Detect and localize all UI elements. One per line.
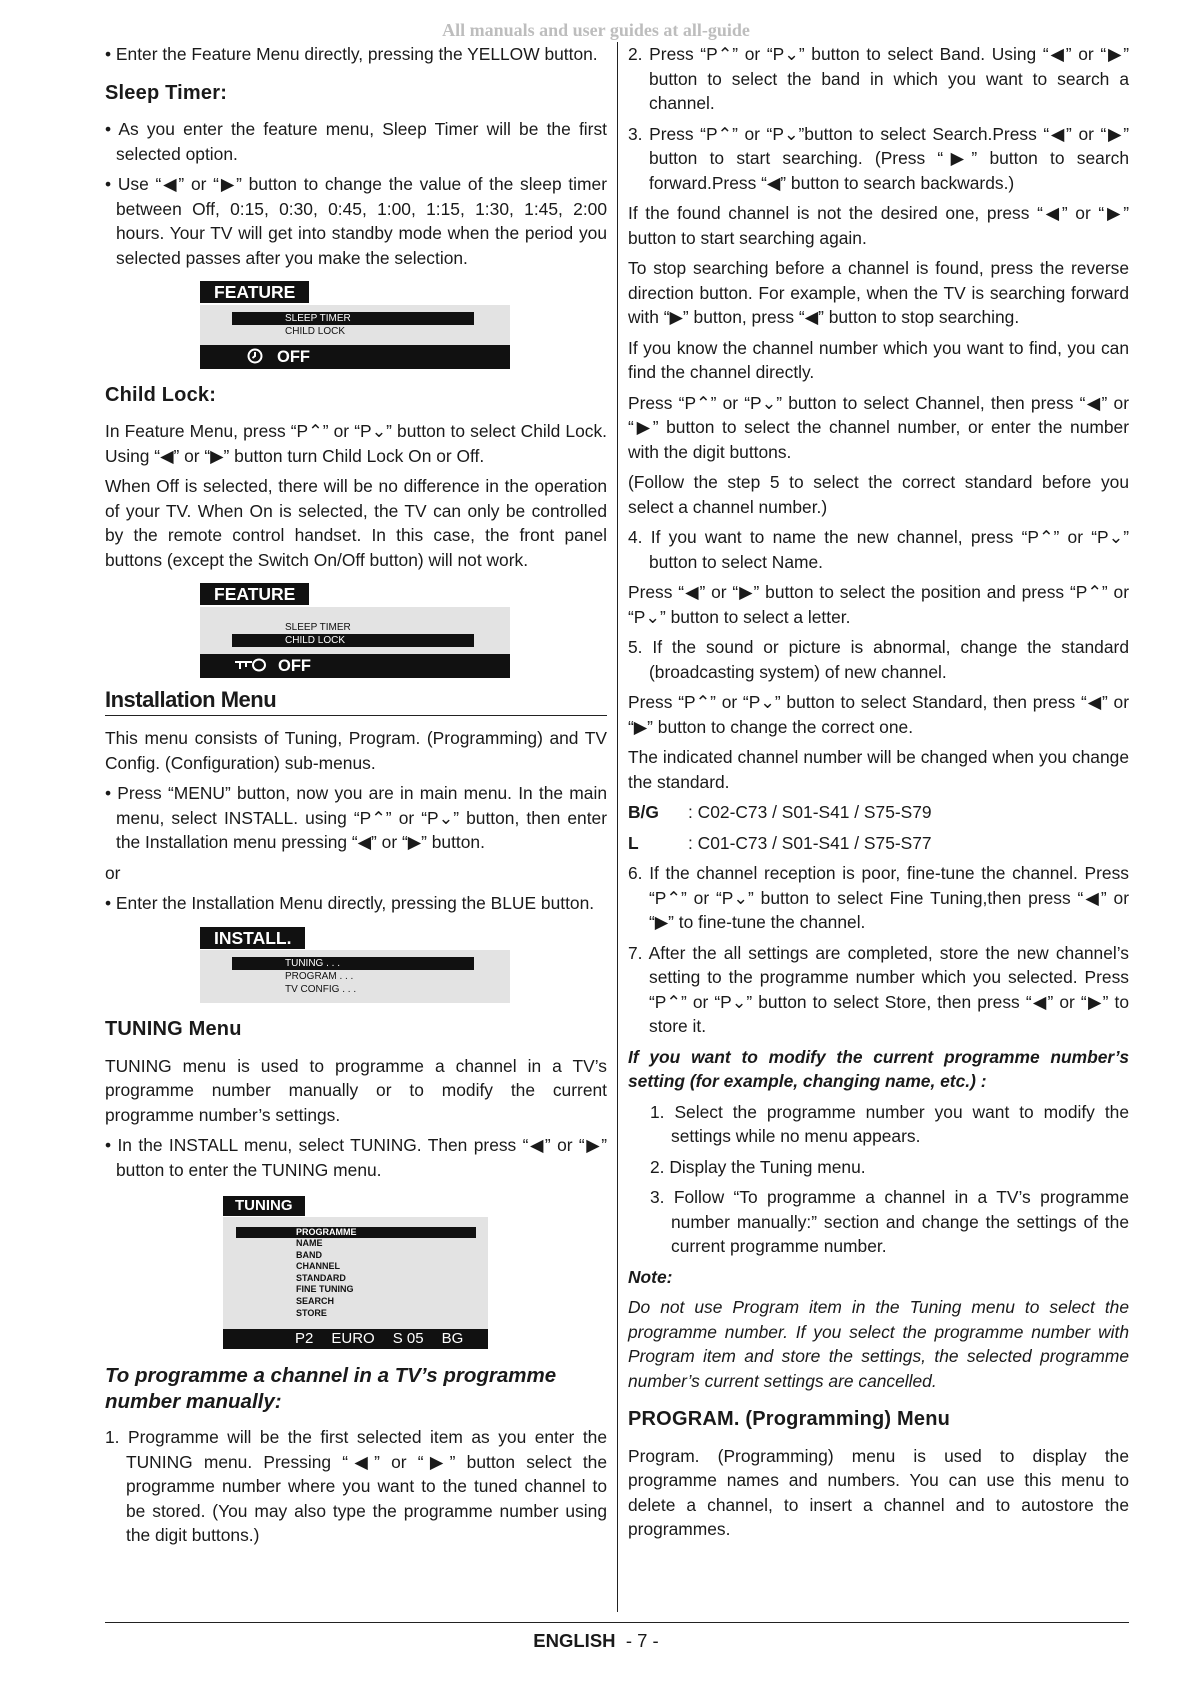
paragraph: 5. If the sound or picture is abnormal, change the standard (broadcasting system) of new channel. bbox=[628, 637, 1129, 682]
key-icon bbox=[234, 658, 268, 672]
note: Do not use Program item in the Tuning menu to select the programme number. If you select the programme number with Program item and store the settings, the selected programme number’s current settings are cancelled. bbox=[628, 1297, 1129, 1391]
paragraph: 3. Follow “To programme a channel in a TV’s programme number manually:” section and change the settings of the current programme number. bbox=[650, 1187, 1129, 1256]
clock-icon bbox=[247, 348, 263, 364]
paragraph: 2. Display the Tuning menu. bbox=[650, 1156, 866, 1177]
install-menu bbox=[200, 926, 510, 1004]
heading-installation-menu: Installation Menu bbox=[105, 688, 607, 717]
menu-status-bar bbox=[223, 1329, 488, 1349]
status-channel: S 05 bbox=[392, 1330, 424, 1348]
page-footer bbox=[0, 1630, 1192, 1652]
menu-item: PROGRAM . . . bbox=[285, 971, 354, 982]
note-label: Note: bbox=[628, 1266, 673, 1287]
menu-body bbox=[200, 950, 510, 1003]
standard-value: : C02-C73 / S01-S41 / S75-S79 bbox=[688, 802, 932, 822]
left-column bbox=[105, 42, 607, 1554]
paragraph: If you want to modify the current programme number’s setting (for example, changing name, etc.) : bbox=[628, 1046, 1129, 1091]
paragraph: 1. Select the programme number you want to modify the settings while no menu appears. bbox=[650, 1101, 1129, 1146]
paragraph: When Off is selected, there will be no difference in the operation of your TV. When On is selected, the TV can only be controlled by the remote control handset. In this case, the front panel buttons (except the Switch On/Off button) will not work. bbox=[105, 476, 607, 570]
menu-item: NAME bbox=[296, 1238, 323, 1249]
paragraph: This menu consists of Tuning, Program. (Programming) and TV Config. (Configuration) sub-menus. bbox=[105, 728, 607, 773]
feature-menu-child-lock bbox=[200, 582, 510, 678]
paragraph: • As you enter the feature menu, Sleep Timer will be the first selected option. bbox=[105, 119, 607, 164]
status-programme: P2 bbox=[295, 1330, 314, 1348]
standard-row bbox=[628, 800, 1129, 825]
paragraph: If you know the channel number which you want to find, you can find the channel directly. bbox=[628, 337, 1129, 382]
paragraph: 7. After the all settings are completed, store the new channel’s setting to the programme number which you selected. Press “P⌃” or “P⌄” button to select Store, then press “◀” or “▶” to store it. bbox=[628, 942, 1129, 1036]
footer-language: ENGLISH bbox=[533, 1630, 616, 1651]
column-divider bbox=[617, 42, 618, 1612]
menu-value-bar bbox=[200, 654, 510, 678]
menu-item: CHILD LOCK bbox=[232, 634, 474, 647]
paragraph: • Enter the Installation Menu directly, pressing the BLUE button. bbox=[105, 893, 595, 913]
footer-rule bbox=[105, 1622, 1129, 1623]
menu-title: INSTALL. bbox=[200, 927, 305, 949]
paragraph: • Enter the Feature Menu directly, pressing the YELLOW button. bbox=[105, 44, 598, 64]
standard-key: L bbox=[628, 832, 639, 853]
paragraph: • Use “◀” or “▶” button to change the value of the sleep timer between Off, 0:15, 0:30, 0:45, 1:00, 1:15, 1:30, 1:45, 2:00 hours. Your TV will get into standby mode when the period you selected passes after you make the selection. bbox=[105, 174, 607, 268]
heading-program-menu: PROGRAM. (Programming) Menu bbox=[628, 1408, 951, 1430]
paragraph: Press “P⌃” or “P⌄” button to select Channel, then press “◀” or “▶” button to select the channel number, or enter the number with the digit buttons. bbox=[628, 392, 1129, 462]
paragraph: TUNING menu is used to programme a channel in a TV’s programme number manually or to modify the current programme number’s settings. bbox=[105, 1055, 607, 1125]
menu-body bbox=[200, 305, 510, 345]
paragraph: or bbox=[105, 862, 121, 883]
menu-value-bar bbox=[200, 345, 510, 369]
menu-item: FINE TUNING bbox=[296, 1284, 354, 1295]
menu-body bbox=[223, 1217, 488, 1330]
menu-item: STANDARD bbox=[296, 1272, 346, 1283]
status-band: EURO bbox=[331, 1330, 375, 1348]
paragraph: 1. Programme will be the first selected item as you enter the TUNING menu. Pressing “◀” or “▶” button select the programme number where you want to the tuned channel to be stored. (You may also type the programme number using the digit buttons.) bbox=[105, 1427, 607, 1546]
menu-item: PROGRAMME bbox=[236, 1227, 476, 1239]
watermark: All manuals and user guides at all-guide bbox=[442, 20, 750, 40]
paragraph: If the found channel is not the desired one, press “◀” or “▶” button to start searching again. bbox=[628, 203, 1129, 248]
menu-item: SLEEP TIMER bbox=[232, 312, 474, 325]
menu-item: STORE bbox=[296, 1307, 327, 1318]
paragraph: 3. Press “P⌃” or “P⌄”button to select Search.Press “◀” or “▶” button to start searching. (Press “▶” button to search forward.Press “◀” button to search backwards.) bbox=[628, 123, 1129, 193]
paragraph: 2. Press “P⌃” or “P⌄” button to select Band. Using “◀” or “▶” button to select the band in which you want to search a channel. bbox=[628, 44, 1129, 113]
paragraph: 6. If the channel reception is poor, fine-tune the channel. Press “P⌃” or “P⌄” button to select Fine Tuning,then press “◀” or “▶” to fine-tune the channel. bbox=[628, 863, 1129, 932]
menu-title: TUNING bbox=[223, 1196, 305, 1216]
heading-tuning-menu: TUNING Menu bbox=[105, 1018, 242, 1040]
menu-item: TUNING . . . bbox=[232, 957, 474, 970]
feature-menu-sleep bbox=[200, 280, 510, 369]
paragraph: 4. If you want to name the new channel, press “P⌃” or “P⌄” button to select Name. bbox=[628, 527, 1129, 572]
paragraph: Program. (Programming) menu is used to display the programme names and numbers. You can use this menu to delete a channel, to insert a channel and to autostore the programmes. bbox=[628, 1445, 1129, 1539]
paragraph: • In the INSTALL menu, select TUNING. Then press “◀” or “▶” button to enter the TUNING menu. bbox=[105, 1135, 607, 1180]
menu-value: OFF bbox=[278, 656, 311, 675]
paragraph: The indicated channel number will be changed when you change the standard. bbox=[628, 747, 1129, 792]
standard-row bbox=[628, 831, 1129, 856]
paragraph: • Press “MENU” button, now you are in main menu. In the main menu, select INSTALL. using “P⌃” or “P⌄” button, then enter the Installation menu pressing “◀” or “▶” button. bbox=[105, 783, 607, 852]
heading-sleep-timer: Sleep Timer: bbox=[105, 81, 228, 104]
menu-body bbox=[200, 607, 510, 654]
right-column bbox=[628, 42, 1129, 1548]
menu-title: FEATURE bbox=[200, 583, 309, 605]
menu-item: BAND bbox=[296, 1249, 322, 1260]
paragraph: In Feature Menu, press “P⌃” or “P⌄” button to select Child Lock. Using “◀” or “▶” button turn Child Lock On or Off. bbox=[105, 421, 607, 466]
menu-item: SLEEP TIMER bbox=[285, 621, 351, 633]
paragraph: Press “P⌃” or “P⌄” button to select Standard, then press “◀” or “▶” button to change the correct one. bbox=[628, 692, 1129, 737]
page-number: - 7 - bbox=[625, 1630, 659, 1651]
menu-title: FEATURE bbox=[200, 281, 309, 303]
paragraph: (Follow the step 5 to select the correct standard before you select a channel number.) bbox=[628, 472, 1129, 517]
paragraph: To stop searching before a channel is found, press the reverse direction button. For example, when the TV is searching forward with “▶” button, press “◀” button to stop searching. bbox=[628, 258, 1129, 327]
menu-item: CHANNEL bbox=[296, 1261, 340, 1272]
menu-item: CHILD LOCK bbox=[285, 325, 346, 337]
menu-item: SEARCH bbox=[296, 1296, 335, 1307]
standard-value: : C01-C73 / S01-S41 / S75-S77 bbox=[688, 832, 932, 853]
menu-value: OFF bbox=[277, 347, 310, 366]
standard-key: B/G bbox=[628, 802, 659, 822]
paragraph: Press “◀” or “▶” button to select the position and press “P⌃” or “P⌄” button to select a letter. bbox=[628, 582, 1129, 627]
menu-item: TV CONFIG . . . bbox=[285, 984, 357, 995]
tuning-menu bbox=[223, 1192, 488, 1349]
status-standard: BG bbox=[441, 1330, 464, 1348]
heading-programme-manually: To programme a channel in a TV’s programme number manually: bbox=[105, 1364, 557, 1414]
heading-child-lock: Child Lock: bbox=[105, 383, 217, 406]
